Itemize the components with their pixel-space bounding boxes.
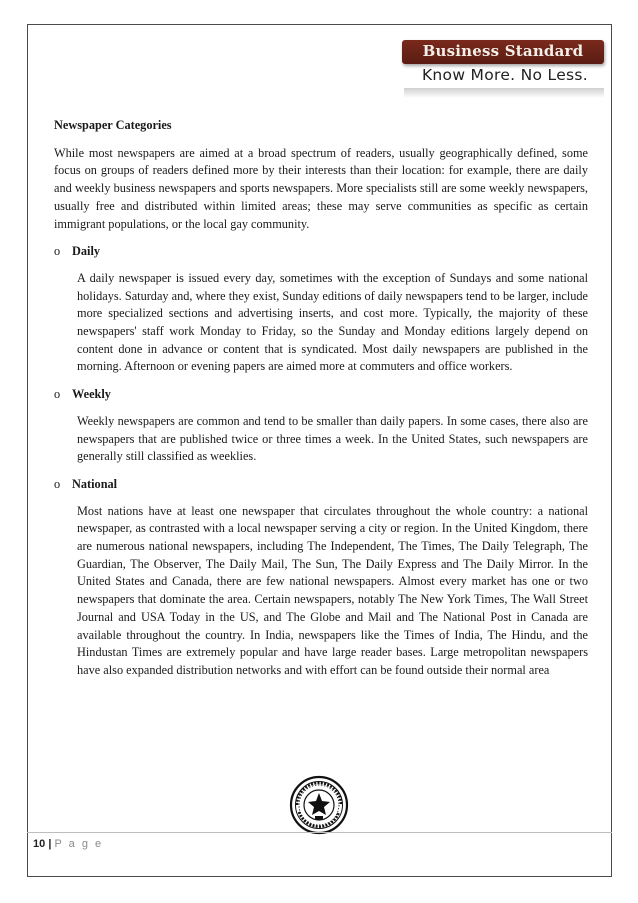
page-number: 10 <box>33 838 46 850</box>
logo-tagline: Know More. No Less. <box>421 66 589 84</box>
bullet-title: Daily <box>72 244 101 259</box>
page-footer <box>27 832 612 854</box>
bullet-weekly <box>54 386 588 404</box>
bullet-marker: o <box>54 244 61 259</box>
bullet-title: Weekly <box>72 387 111 402</box>
logo-banner <box>402 40 604 64</box>
footer-page-label <box>33 838 103 850</box>
weekly-paragraph: Weekly newspapers are common and tend to be smaller than daily papers. In some cases, there also are newspapers that are published twice or three times a week. In the United States, such newspapers are generally still classified as weeklies. <box>77 413 588 464</box>
institution-seal-icon <box>289 775 349 835</box>
daily-paragraph: A daily newspaper is issued every day, sometimes with the exception of Sundays and some national holidays. Saturday and, where they exist, Sunday editions of daily newspapers tend to be larger, include more specialized sections and advertising inserts, and cost more. Typically, the majority of these newspapers' staff work Monday to Friday, so the Sunday and Monday editions largely depend on content done in advance or content that is syndicated. Most daily newspapers are published in the morning. Afternoon or evening papers are aimed more at commuters and office workers. <box>77 270 588 374</box>
bullet-marker: o <box>54 476 61 491</box>
bullet-title: National <box>72 476 118 491</box>
national-paragraph: Most nations have at least one newspaper that circulates throughout the whole country: a national newspaper, as contrasted with a local newspaper serving a city or region. In the United Kingdom, there are numerous national newspapers, including The Independent, The Times, The Daily Telegraph, The Guardian, The Observer, The Daily Mail, The Sun, The Daily Express and The Daily Mirror. In the United States and Canada, there are few national newspapers. Almost every market has one or two newspapers that dominate the area. Certain newspapers, notably The New York Times, The Wall Street Journal and USA Today in the US, and The Globe and Mail and The National Post in Canada are available throughout the country. In India, newspapers like the Times of India, The Hindu, and the Hindustan Times are extremely popular and have large reader bases. Large metropolitan newspapers have also expanded distribution networks and with effort can be found outside their normal area <box>77 503 588 677</box>
footer-separator: | <box>48 838 52 850</box>
bullet-national <box>54 476 588 494</box>
logo-reflection <box>404 88 604 98</box>
bullet-daily <box>54 243 588 261</box>
logo-brand-text: Business Standard <box>422 42 584 60</box>
bullet-marker: o <box>54 387 61 402</box>
section-heading: Newspaper Categories <box>54 118 172 132</box>
page-word: P a g e <box>54 838 104 850</box>
business-standard-logo <box>398 36 610 98</box>
intro-paragraph: While most newspapers are aimed at a broad spectrum of readers, usually geographically defined, some focus on groups of readers defined more by their interests than their location: for example, there are daily and weekly business newspapers and sports newspapers. More specialists still are some weekly newspapers, usually free and distributed within limited areas; these may serve communities as specific as certain immigrant populations, or the local gay community. <box>54 145 588 231</box>
document-body <box>54 117 588 690</box>
